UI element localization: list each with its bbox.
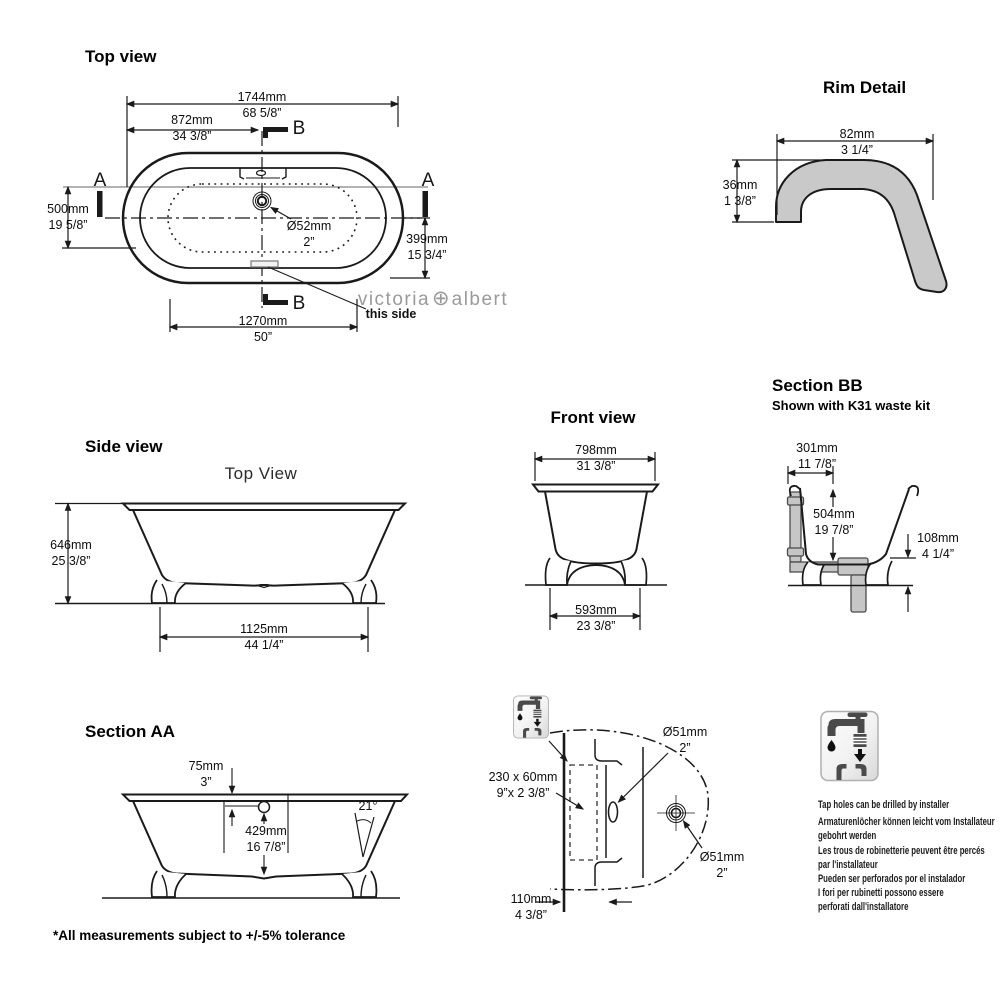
note-line-it-1: I fori per rubinetti possono essere — [818, 887, 944, 900]
note-line-it-2: perforati dall'installatore — [818, 901, 909, 914]
tolerance-note: *All measurements subject to +/-5% tolerance — [53, 928, 346, 943]
dim-in: 50” — [253, 329, 273, 344]
side-view-dimensions — [55, 504, 368, 653]
dim-in: 19 5/8” — [48, 217, 88, 232]
wall-angle-label — [359, 799, 378, 815]
dim-in: 68 5/8” — [242, 105, 282, 120]
section-marker-b-bottom: B — [292, 293, 306, 314]
logo-victoria: victoria — [357, 289, 431, 310]
angle-value: 21° — [358, 799, 378, 813]
side-view-linework — [55, 504, 405, 653]
dim-feet-span-1125 — [240, 622, 288, 653]
dim-hole-depth-429 — [245, 824, 287, 855]
dim-mm: 75mm — [188, 759, 224, 773]
dim-in: 2” — [716, 865, 728, 880]
dim-mm: 1744mm — [237, 90, 287, 104]
logo-albert: albert — [451, 289, 509, 310]
dim-mm: 500mm — [47, 202, 89, 216]
tap-hole-leaders — [536, 741, 702, 902]
dim-in: 4 1/4” — [922, 546, 954, 561]
dim-in: 23 3/8” — [576, 618, 616, 633]
dim-mm: 108mm — [917, 531, 959, 545]
dim-in: 2” — [679, 740, 691, 755]
dim-tap-hole-top — [663, 725, 707, 756]
dim-width-798 — [575, 443, 617, 474]
dim-clearance-108 — [917, 531, 959, 562]
side-view-sublabel: Top View — [224, 464, 298, 483]
note-line-fr-1: Les trous de robinetterie peuvent être percés — [818, 844, 985, 857]
dim-mm: 399mm — [406, 232, 448, 246]
dim-tap-hole-bottom — [700, 850, 744, 881]
dim-in: 3 1/4” — [841, 142, 873, 157]
section-bb-title: Section BB — [772, 376, 863, 395]
side-view-title: Side view — [85, 437, 163, 456]
dim-in: 16 7/8” — [246, 839, 286, 854]
note-line-de-1: Armaturenlöcher können leicht vom Installateur — [818, 816, 995, 829]
dim-hole-offset-75 — [189, 759, 224, 790]
dim-in: 3” — [200, 774, 212, 789]
tap-hole-detail-linework — [536, 730, 708, 912]
dim-in: 9”x 2 3/8” — [496, 785, 550, 800]
front-view-title: Front view — [550, 408, 636, 427]
dim-rim-height — [723, 178, 758, 209]
dim-mm: 230 x 60mm — [488, 770, 558, 784]
dim-in: 31 3/8” — [576, 458, 616, 473]
note-line-es: Pueden ser perforados por el instalador — [818, 873, 966, 886]
dim-mm: 872mm — [171, 113, 213, 127]
note-line-en: Tap holes can be drilled by installer — [818, 799, 950, 811]
dim-top-301 — [796, 441, 838, 472]
dim-mm: 429mm — [245, 824, 287, 838]
section-bb-subtitle: Shown with K31 waste kit — [772, 398, 931, 413]
dim-mm: 110mm — [510, 892, 552, 906]
tap-drill-icon-small — [514, 696, 549, 738]
dim-mm: 646mm — [50, 538, 92, 552]
tap-drill-icon-large — [821, 712, 878, 781]
rim-detail-title: Rim Detail — [823, 78, 907, 97]
dim-in: 1 3/8” — [724, 193, 756, 208]
note-line-fr-2: par l'installateur — [818, 858, 878, 871]
dim-drill-zone — [489, 770, 558, 801]
dim-offset-399 — [406, 232, 448, 263]
dim-in: 44 1/4” — [244, 637, 284, 652]
dim-in: 4 3/8” — [515, 907, 547, 922]
dim-in: 19 7/8” — [814, 522, 854, 537]
dim-mm: 1125mm — [240, 622, 288, 636]
section-aa-title: Section AA — [85, 722, 176, 741]
dim-basin-length — [239, 314, 288, 345]
tap-notes-block — [818, 798, 995, 915]
dim-wall-offset-110 — [511, 892, 552, 923]
section-aa-dimensions — [224, 768, 374, 874]
dim-half-length — [171, 113, 213, 144]
dim-mm: Ø51mm — [662, 725, 708, 739]
dim-width-500 — [47, 202, 89, 233]
dim-overall-length — [238, 90, 287, 121]
dim-in: 11 7/8” — [798, 456, 836, 471]
dim-mm: 82mm — [839, 127, 875, 141]
this-side-label: this side — [365, 307, 417, 321]
section-marker-a-right: A — [421, 170, 435, 191]
dim-mm: 504mm — [813, 507, 855, 521]
dim-height-646 — [50, 538, 92, 569]
dim-mm: 593mm — [575, 603, 617, 617]
dim-drain-diameter — [287, 219, 331, 250]
dim-rim-width — [840, 127, 875, 158]
dim-mm: 301mm — [796, 441, 838, 455]
dim-mm: Ø52mm — [286, 219, 332, 233]
dim-in: 25 3/8” — [51, 553, 91, 568]
section-bb-linework — [788, 466, 919, 612]
dim-mm: 36mm — [722, 178, 758, 192]
section-marker-a-left: A — [93, 170, 107, 191]
dim-in: 2” — [303, 234, 315, 249]
dim-mm: 1270mm — [238, 314, 288, 328]
dim-in: 34 3/8” — [172, 128, 212, 143]
section-marker-b-top: B — [292, 118, 306, 139]
top-view-title: Top view — [85, 47, 157, 66]
note-line-de-2: gebohrt werden — [818, 830, 877, 843]
dim-feet-span-593 — [575, 603, 617, 634]
logo-plus-icon: ⊕ — [432, 287, 450, 310]
dim-mm: Ø51mm — [699, 850, 745, 864]
dim-depth-504 — [813, 507, 855, 538]
dim-mm: 798mm — [575, 443, 617, 457]
dim-in: 15 3/4” — [407, 247, 447, 262]
